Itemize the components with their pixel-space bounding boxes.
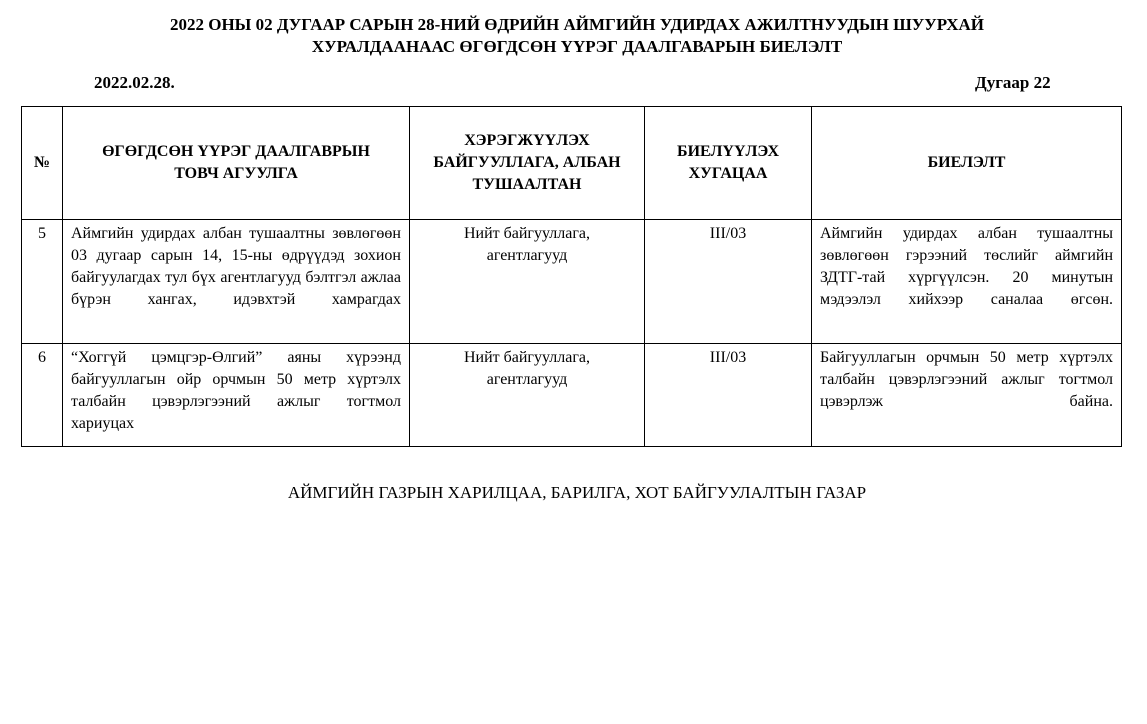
- row-responsible: [410, 220, 645, 344]
- footer-organization: АЙМГИЙН ГАЗРЫН ХАРИЛЦАА, БАРИЛГА, ХОТ БАЙГУУЛАЛТЫН ГАЗАР: [287, 483, 867, 502]
- row-responsible-line-2: агентлагууд: [486, 247, 568, 264]
- header-responsible-line-3: ТУШААЛТАН: [472, 176, 582, 193]
- row-responsible-line-1: Нийт байгууллага,: [463, 349, 591, 366]
- header-task: [63, 107, 410, 220]
- header-result: БИЕЛЭЛТ: [812, 107, 1122, 220]
- title-line-1: 2022 ОНЫ 02 ДУГААР САРЫН 28-НИЙ ӨДРИЙН АЙМГИЙН УДИРДАХ АЖИЛТНУУДЫН ШУУРХАЙ: [169, 15, 985, 34]
- header-deadline: [645, 107, 812, 220]
- document-number: Дугаар 22: [975, 73, 1051, 92]
- title-line-2: ХУРАЛДААНААС ӨГӨГДСӨН ҮҮРЭГ ДААЛГАВАРЫН БИЕЛЭЛТ: [311, 37, 843, 56]
- header-responsible: [410, 107, 645, 220]
- header-deadline-line-2: ХУГАЦАА: [688, 165, 768, 182]
- header-responsible-line-1: ХЭРЭГЖҮҮЛЭХ: [464, 132, 590, 149]
- row-deadline: III/03: [645, 220, 812, 344]
- tasks-table: [21, 106, 1122, 447]
- row-responsible-line-2: агентлагууд: [486, 371, 568, 388]
- row-task: Аймгийн удирдах албан тушаалтны зөвлөгөөн 03 дугаар сарын 14, 15-ны өдрүүдэд зохион байгуулагдах тул бүх агентлагууд бэлтгэл ажлаа бүрэн хангах, идэвхтэй хамрагдах: [63, 220, 410, 344]
- row-result: Байгууллагын орчмын 50 метр хүртэлх талбайн цэвэрлэгээний ажлыг тогтмол цэвэрлэж байна.: [812, 344, 1122, 447]
- header-responsible-line-2: БАЙГУУЛЛАГА, АЛБАН: [433, 154, 621, 171]
- header-task-line-1: ӨГӨГДСӨН ҮҮРЭГ ДААЛГАВРЫН: [102, 143, 370, 160]
- row-responsible-line-1: Нийт байгууллага,: [463, 225, 591, 242]
- document-title: [0, 14, 1147, 58]
- header-deadline-line-1: БИЕЛҮҮЛЭХ: [676, 143, 780, 160]
- row-number: 5: [22, 220, 63, 344]
- table-row: [22, 344, 1122, 447]
- header-task-line-2: ТОВЧ АГУУЛГА: [174, 165, 298, 182]
- table-header-row: [22, 107, 1122, 220]
- table-row: [22, 220, 1122, 344]
- row-deadline: III/03: [645, 344, 812, 447]
- row-result: Аймгийн удирдах албан тушаалтны зөвлөгөөн гэрээний төслийг аймгийн ЗДТГ-тай хүргүүлсэн. 20 минутын мэдээлэл хийхээр саналаа өгсөн.: [812, 220, 1122, 344]
- row-task: “Хоггүй цэмцгэр-Өлгий” аяны хүрээнд байгууллагын ойр орчмын 50 метр хүртэлх талбайн цэвэрлэгээний ажлыг тогтмол хариуцах: [63, 344, 410, 447]
- document-date: 2022.02.28.: [94, 73, 175, 92]
- header-num: №: [22, 107, 63, 220]
- row-number: 6: [22, 344, 63, 447]
- row-responsible: [410, 344, 645, 447]
